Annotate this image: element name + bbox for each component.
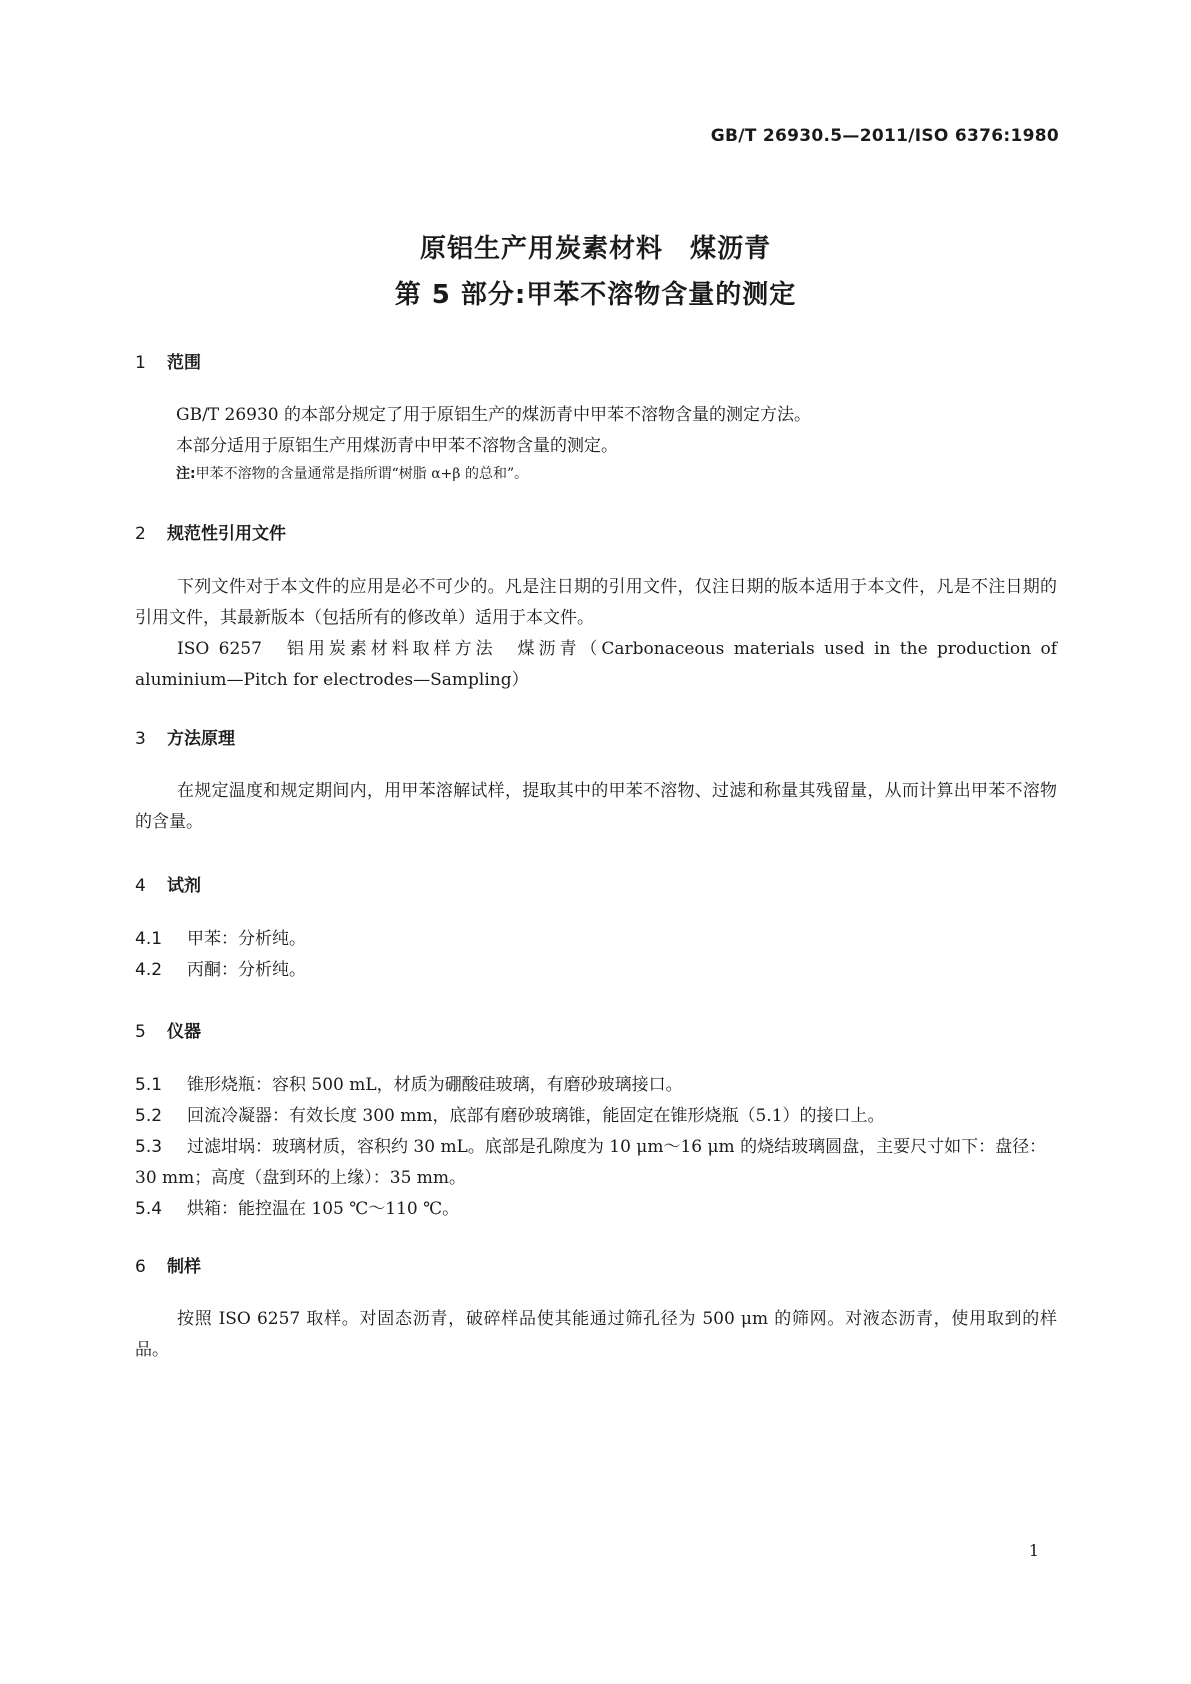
list-item bbox=[135, 1132, 1057, 1194]
section-2-paragraph-2: ISO 6257 铝用炭素材料取样方法 煤沥青（Carbonaceous materials used in the production of aluminium—Pitch for electrodes—Sampling） bbox=[135, 639, 1057, 690]
note-text: 甲苯不溶物的含量通常是指所谓“树脂 α+β 的总和”。 bbox=[195, 466, 529, 482]
list-item bbox=[135, 924, 1057, 955]
section-number: 6 bbox=[135, 1257, 146, 1277]
section-4-heading bbox=[135, 871, 201, 896]
item-number: 5.2 bbox=[135, 1106, 163, 1126]
item-text: 锥形烧瓶：容积 500 mL，材质为硼酸硅玻璃，有磨砂玻璃接口。 bbox=[187, 1075, 683, 1095]
item-number: 5.4 bbox=[135, 1199, 163, 1219]
section-number: 3 bbox=[135, 729, 146, 749]
standard-code: GB/T 26930.5—2011/ISO 6376:1980 bbox=[710, 126, 1059, 146]
item-number: 5.3 bbox=[135, 1137, 163, 1157]
section-5-heading bbox=[135, 1017, 201, 1042]
list-item bbox=[135, 1101, 1057, 1132]
section-2-paragraph-1: 下列文件对于本文件的应用是必不可少的。凡是注日期的引用文件，仅注日期的版本适用于本文件，凡是不注日期的引用文件，其最新版本（包括所有的修改单）适用于本文件。 bbox=[135, 577, 1057, 628]
section-title: 范围 bbox=[167, 353, 201, 373]
section-title: 仪器 bbox=[167, 1022, 201, 1042]
list-item bbox=[135, 1194, 1057, 1225]
page-number: 1 bbox=[1028, 1541, 1039, 1560]
section-number: 4 bbox=[135, 876, 146, 896]
item-text: 丙酮：分析纯。 bbox=[187, 960, 306, 980]
item-number: 5.1 bbox=[135, 1075, 163, 1095]
item-text: 回流冷凝器：有效长度 300 mm，底部有磨砂玻璃锥，能固定在锥形烧瓶（5.1）的接口上。 bbox=[187, 1106, 885, 1126]
item-number: 4.1 bbox=[135, 929, 163, 949]
section-1-paragraph-1: GB/T 26930 的本部分规定了用于原铝生产的煤沥青中甲苯不溶物含量的测定方法。 bbox=[176, 405, 812, 425]
section-6-paragraph-1: 按照 ISO 6257 取样。对固态沥青，破碎样品使其能通过筛孔径为 500 μm 的筛网。对液态沥青，使用取到的样品。 bbox=[135, 1309, 1057, 1360]
list-item bbox=[135, 955, 1057, 986]
item-number: 4.2 bbox=[135, 960, 163, 980]
item-text: 过滤坩埚：玻璃材质，容积约 30 mL。底部是孔隙度为 10 μm～16 μm 的烧结玻璃圆盘，主要尺寸如下：盘径：30 mm；高度（盘到环的上缘）：35 mm。 bbox=[135, 1137, 1047, 1188]
section-3-paragraph-1: 在规定温度和规定期间内，用甲苯溶解试样，提取其中的甲苯不溶物、过滤和称量其残留量，从而计算出甲苯不溶物的含量。 bbox=[135, 781, 1057, 832]
section-1-note bbox=[176, 463, 528, 485]
list-item bbox=[135, 1070, 1057, 1101]
section-title: 试剂 bbox=[167, 876, 201, 896]
document-title-line-1: 原铝生产用炭素材料 煤沥青 bbox=[419, 234, 771, 264]
section-number: 1 bbox=[135, 353, 146, 373]
note-label: 注: bbox=[176, 466, 196, 482]
document-title-line-2: 第 5 部分:甲苯不溶物含量的测定 bbox=[394, 280, 797, 310]
section-2-heading bbox=[135, 519, 286, 544]
section-1-paragraph-2: 本部分适用于原铝生产用煤沥青中甲苯不溶物含量的测定。 bbox=[176, 436, 618, 456]
section-title: 规范性引用文件 bbox=[167, 524, 286, 544]
item-text: 甲苯：分析纯。 bbox=[187, 929, 306, 949]
section-6-heading bbox=[135, 1252, 201, 1277]
item-text: 烘箱：能控温在 105 ℃～110 ℃。 bbox=[187, 1199, 460, 1219]
section-number: 5 bbox=[135, 1022, 146, 1042]
section-title: 方法原理 bbox=[167, 729, 235, 749]
section-number: 2 bbox=[135, 524, 146, 544]
section-3-heading bbox=[135, 724, 235, 749]
section-1-heading bbox=[135, 348, 201, 373]
section-title: 制样 bbox=[167, 1257, 201, 1277]
